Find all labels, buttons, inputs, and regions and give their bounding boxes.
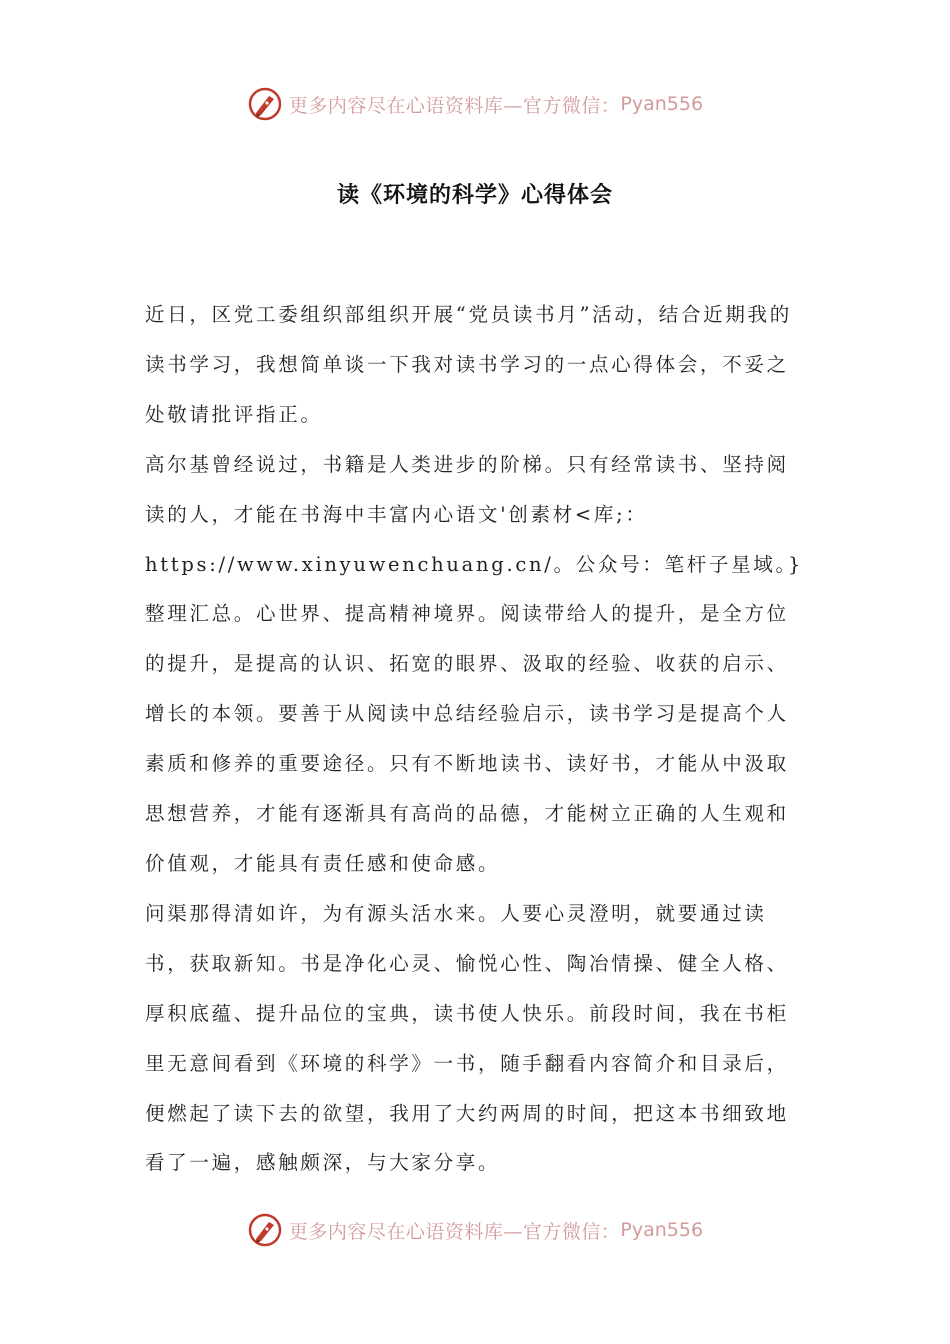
paragraph-1: 近日，区党工委组织部组织开展“党员读书月”活动，结合近期我的读书学习，我想简单谈一下我对读书学习的一点心得体会，不妥之处敬请批评指正。	[145, 303, 792, 426]
paragraph-2: 高尔基曾经说过，书籍是人类进步的阶梯。只有经常读书、坚持阅读的人，才能在书海中丰富内心语文'创素材<库;：https://www.xinyuwenchuang.cn/。公众号：笔杆子星域。}整理汇总。心世界、提高精神境界。阅读带给人的提升，是全方位的提升，是提高的认识、拓宽的眼界、汲取的经验、收获的启示、增长的本领。要善于从阅读中总结经验启示，读书学习是提高个人素质和修养的重要途径。只有不断地读书、读好书，才能从中汲取思想营养，才能有逐渐具有高尚的品德，才能树立正确的人生观和价值观，才能具有责任感和使命感。	[145, 452, 804, 875]
paragraph-3: 问渠那得清如许，为有源头活水来。人要心灵澄明，就要通过读书，获取新知。书是净化心灵、愉悦心性、陶冶情操、健全人格、厚积底蕴、提升品位的宝典，读书使人快乐。前段时间，我在书柜里无意间看到《环境的科学》一书，随手翻看内容简介和目录后，便燃起了读下去的欲望，我用了大约两周的时间，把这本书细致地看了一遍，感触颇深，与大家分享。	[145, 901, 789, 1175]
document-title: 读《环境的科学》心得体会	[336, 183, 613, 208]
banner-text: 更多内容尽在心语资料库—官方微信：	[288, 94, 621, 117]
header-banner	[0, 84, 950, 124]
wechat-id: Pyan556	[620, 93, 704, 115]
wechat-id: Pyan556	[620, 1219, 704, 1241]
banner-text: 更多内容尽在心语资料库—官方微信：	[288, 1220, 621, 1243]
pen-nib-logo-icon	[247, 1212, 283, 1248]
pen-nib-logo-icon	[247, 86, 283, 122]
footer-banner	[0, 1210, 950, 1250]
document-body	[145, 290, 810, 1188]
